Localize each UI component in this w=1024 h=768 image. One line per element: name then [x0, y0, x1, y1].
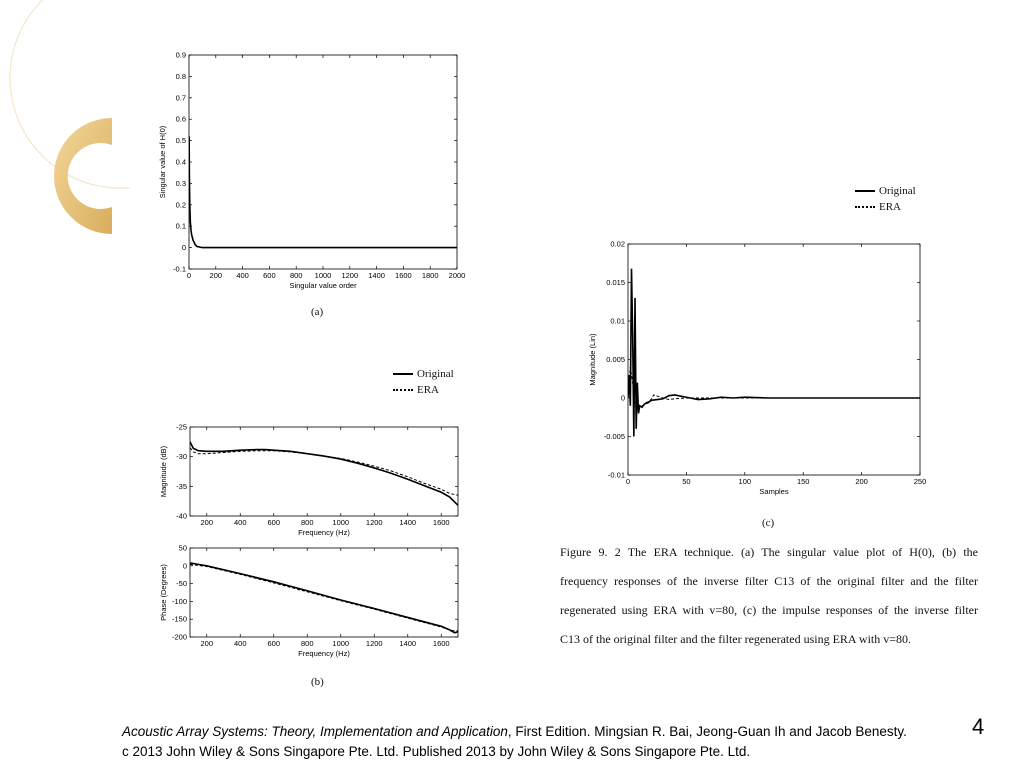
x-tick-label: 800: [300, 639, 314, 648]
x-tick-label: 800: [300, 518, 314, 527]
caption-line: frequency responses of the inverse filter C13 of the original filter and the filter: [560, 574, 978, 588]
x-tick-label: 1200: [341, 271, 359, 280]
chart-c-group: [588, 240, 926, 497]
y-tick-label: -0.1: [173, 264, 186, 274]
x-tick-label: 150: [796, 477, 810, 486]
citation-details: , First Edition. Mingsian R. Bai, Jeong-Guan Ih and Jacob Benesty.: [507, 724, 907, 739]
y-tick-label: 0.6: [175, 114, 186, 124]
x-tick-label: 1400: [399, 518, 417, 527]
x-tick-label: 600: [267, 639, 281, 648]
y-tick-label: 0.1: [175, 221, 186, 231]
x-tick-label: 1000: [332, 639, 350, 648]
figure-caption: [560, 538, 978, 654]
y-tick-label: -40: [176, 511, 187, 521]
x-tick-label: 1800: [421, 271, 439, 280]
x-axis-label: Samples: [759, 487, 789, 496]
y-tick-label: -50: [176, 579, 187, 589]
x-axis-label: Frequency (Hz): [298, 528, 350, 537]
x-tick-label: 800: [289, 271, 303, 280]
y-tick-label: -25: [176, 422, 187, 432]
y-tick-label: -0.005: [603, 432, 625, 441]
x-tick-label: 400: [233, 518, 247, 527]
citation-line-1: [122, 722, 962, 742]
y-axis-label: Phase (Degrees): [159, 564, 168, 621]
y-tick-label: 0.2: [175, 200, 186, 210]
page-number: 4: [972, 714, 985, 739]
legend-label-era: ERA: [417, 384, 439, 396]
y-tick-label: 0.7: [175, 93, 186, 103]
x-tick-label: 0: [625, 477, 631, 486]
y-tick-label: 0.8: [175, 71, 186, 81]
x-tick-label: 400: [236, 271, 249, 280]
x-tick-label: 1000: [314, 271, 332, 280]
series-line-original: [628, 269, 920, 437]
x-tick-label: 1200: [365, 639, 383, 648]
y-tick-label: -30: [176, 452, 187, 462]
x-tick-label: 400: [233, 639, 247, 648]
x-tick-label: 200: [200, 639, 214, 648]
sub-label-b: (b): [311, 676, 324, 688]
x-tick-label: 2000: [448, 271, 466, 280]
legend-label-era: ERA: [879, 201, 901, 213]
x-tick-label: 200: [209, 271, 223, 280]
legend-label-original: Original: [417, 368, 454, 380]
y-tick-label: 0.3: [175, 178, 186, 188]
y-tick-label: 0.02: [610, 239, 625, 249]
x-tick-label: 250: [913, 477, 927, 486]
footer-citation: [122, 722, 962, 762]
x-tick-label: 1600: [395, 271, 412, 280]
sub-label-a: (a): [311, 306, 324, 318]
x-tick-label: 1600: [432, 639, 450, 648]
y-axis-label: Magnitude (Lin): [588, 333, 597, 386]
x-tick-label: 200: [855, 477, 868, 486]
citation-line-2: c 2013 John Wiley & Sons Singapore Pte. Ltd. Published 2013 by John Wiley & Sons Singapore Pte. Ltd.: [122, 744, 751, 759]
y-tick-label: 0.01: [610, 316, 625, 326]
x-tick-label: 1000: [332, 518, 350, 527]
y-axis-label: Singular value of H(0): [158, 125, 167, 199]
book-title: Acoustic Array Systems: Theory, Implementation and Application: [122, 724, 508, 739]
y-tick-label: 50: [178, 543, 187, 553]
y-tick-label: 0: [181, 243, 186, 253]
legend-label-original: Original: [879, 185, 916, 197]
y-tick-label: 0.9: [175, 50, 186, 60]
x-tick-label: 100: [738, 477, 752, 486]
x-axis-label: Frequency (Hz): [298, 649, 350, 658]
caption-line: regenerated using ERA with v=80, (c) the impulse responses of the inverse filter: [560, 603, 978, 617]
sub-label-c: (c): [762, 517, 775, 529]
caption-line: Figure 9. 2 The ERA technique. (a) The singular value plot of H(0), (b) the: [560, 545, 978, 559]
y-tick-label: -150: [171, 614, 187, 624]
series-line-era: [628, 367, 920, 409]
y-tick-label: 0.015: [606, 278, 625, 287]
y-tick-label: 0.5: [175, 136, 186, 146]
x-tick-label: 1400: [368, 271, 385, 280]
plot-frame: [628, 244, 920, 475]
x-tick-label: 200: [200, 518, 214, 527]
y-tick-label: 0: [620, 393, 625, 403]
caption-line: C13 of the original filter and the filter regenerated using ERA with v=80.: [560, 632, 912, 646]
y-tick-label: -100: [171, 596, 187, 606]
y-tick-label: 0: [182, 561, 187, 571]
y-tick-label: 0.005: [606, 355, 625, 364]
x-tick-label: 1400: [399, 639, 417, 648]
y-tick-label: -0.01: [607, 470, 625, 480]
x-tick-label: 0: [186, 271, 192, 280]
y-tick-label: -200: [171, 632, 187, 642]
x-tick-label: 1200: [365, 518, 383, 527]
y-tick-label: 0.4: [175, 157, 186, 167]
y-tick-label: -35: [176, 481, 187, 491]
x-tick-label: 600: [263, 271, 276, 280]
x-tick-label: 600: [267, 518, 281, 527]
x-tick-label: 1600: [432, 518, 450, 527]
x-tick-label: 50: [682, 477, 691, 486]
y-axis-label: Magnitude (dB): [159, 445, 168, 498]
x-axis-label: Singular value order: [289, 281, 357, 290]
